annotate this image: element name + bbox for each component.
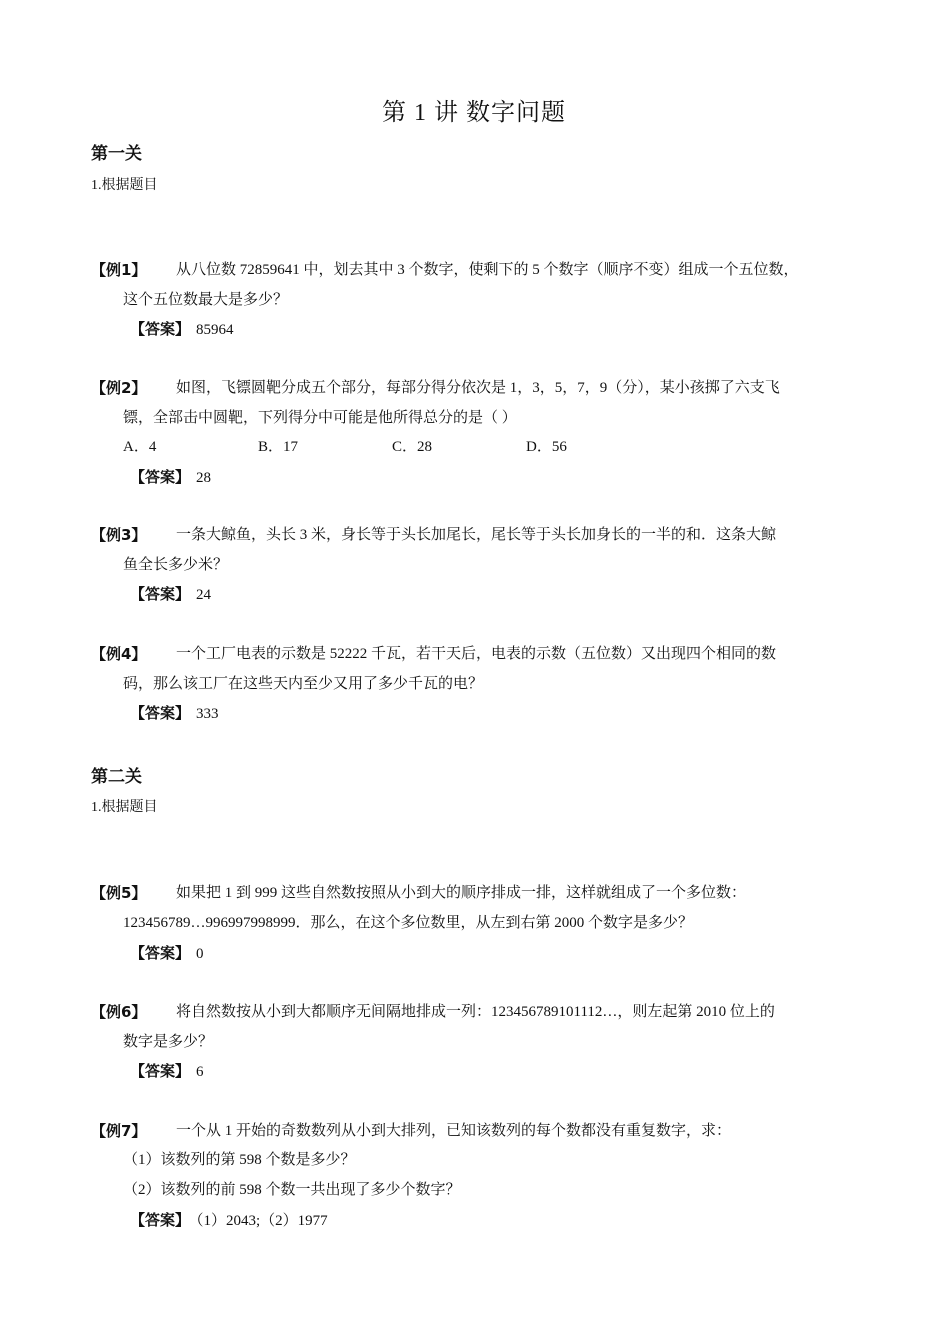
answer-row [130,462,211,493]
answer-row [130,938,204,969]
section-heading: 第一关 [91,144,142,164]
answer-label: 【答案】 [130,585,191,603]
example-text-line: 一个从 1 开始的奇数数列从小到大排列，已知该数列的每个数都没有重复数字，求： [176,1123,732,1139]
option-a: A．4 [123,439,157,455]
example-label: 【例4】 [91,645,147,663]
answer-row [130,579,211,610]
answer-value: （1）2043;（2）1977 [196,1213,328,1229]
answer-row [130,698,219,729]
answer-row [130,1205,328,1236]
example-text-line: （1）该数列的第 598 个数是多少？ [123,1152,356,1168]
answer-label: 【答案】 [130,944,191,962]
example-label: 【例5】 [91,884,147,902]
example-label: 【例7】 [91,1122,147,1140]
answer-value: 6 [196,1064,204,1080]
example-text-line: 数字是多少？ [123,1034,214,1050]
example-text-line: 这个五位数最大是多少？ [123,292,289,308]
example-text-line: 一个工厂电表的示数是 52222 千瓦，若干天后，电表的示数（五位数）又出现四个相同的数 [176,646,777,662]
example-text-line: 码，那么该工厂在这些天内至少又用了多少千瓦的电？ [123,676,484,692]
answer-value: 24 [196,587,212,603]
answer-label: 【答案】 [130,320,191,338]
section-heading: 第二关 [91,767,142,787]
example-text-line: （2）该数列的前 598 个数一共出现了多少个数字？ [123,1182,461,1198]
answer-label: 【答案】 [130,704,191,722]
answer-label: 【答案】 [130,468,191,486]
answer-label: 【答案】 [130,1062,191,1080]
example-label: 【例6】 [91,1003,147,1021]
page-title: 第 1 讲 数字问题 [382,100,566,126]
answer-value: 85964 [196,322,234,338]
example-text-line: 如图，飞镖圆靶分成五个部分，每部分得分依次是 1，3，5，7，9（分），某小孩掷了六支飞 [176,380,780,396]
answer-label: 【答案】 [130,1211,191,1229]
example-label: 【例1】 [91,261,147,279]
example-label: 【例2】 [91,379,147,397]
example-text-line: 鱼全长多少米？ [123,557,229,573]
option-d: D．56 [526,439,567,455]
example-text-line: 将自然数按从小到大都顺序无间隔地排成一列：123456789101112…，则左起第 2010 位上的 [176,1004,775,1020]
example-text-line: 从八位数 72859641 中，划去其中 3 个数字，使剩下的 5 个数字（顺序不变）组成一个五位数， [176,262,799,278]
answer-value: 28 [196,470,212,486]
option-b: B．17 [258,439,299,455]
answer-row [130,314,234,345]
example-text-line: 镖，全部击中圆靶，下列得分中可能是他所得总分的是（ ） [123,410,517,426]
answer-value: 0 [196,946,204,962]
section-subtitle: 1.根据题目 [91,800,158,815]
example-label: 【例3】 [91,526,147,544]
option-c: C．28 [392,439,433,455]
answer-value: 333 [196,706,219,722]
example-text-line: 123456789…996997998999．那么，在这个多位数里，从左到右第 2000 个数字是多少？ [123,915,694,931]
example-text-line: 如果把 1 到 999 这些自然数按照从小到大的顺序排成一排，这样就组成了一个多位数： [176,885,747,901]
section-subtitle: 1.根据题目 [91,178,158,193]
example-text-line: 一条大鲸鱼，头长 3 米，身长等于头长加尾长，尾长等于头长加身长的一半的和．这条大鲸 [176,527,777,543]
answer-row [130,1056,204,1087]
